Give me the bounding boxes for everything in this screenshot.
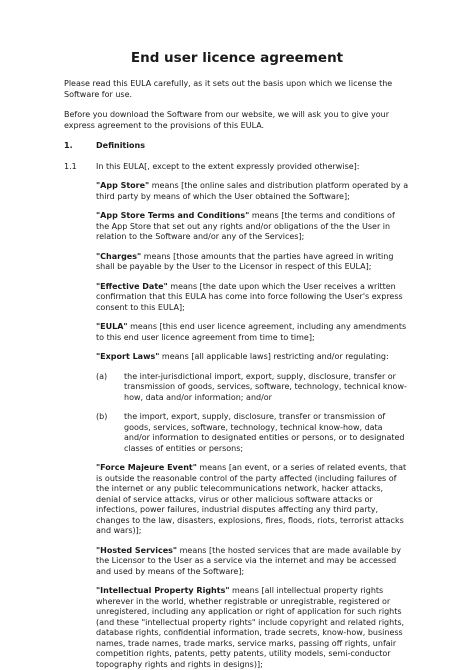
definition-text: means [the hosted services that are made available by the Licensor to the User as a service via the internet and may be accessed and used by means of the Software]; — [96, 545, 401, 576]
section-number: 1. — [64, 141, 73, 150]
definition-term: "App Store Terms and Conditions" — [96, 211, 250, 220]
subitem-text: the import, export, supply, disclosure, transfer or transmission of goods, services, software, technology, technical know-how, data and/or information to designated entities or persons, or to designated classes of entities or persons; — [124, 412, 405, 453]
definition-text: means [an event, or a series of related events, that is outside the reasonable control of the party affected (including failures of the internet or any public telecommunications network, hacker attacks, denial of service attacks, virus or other malicious software attacks or infections, power failures, industrial disputes affecting any third party, changes to the law, disasters, explosions, fires, floods, riots, terrorist attacks and wars)]; — [96, 463, 407, 535]
clause-text: In this EULA[, except to the extent expressly provided otherwise]: — [96, 161, 360, 171]
definition-text: means [the terms and conditions of the App Store that set out any rights and/or obligations of the the User in relation to the Software and/or any of the Services]; — [96, 211, 395, 241]
definition-term: "Effective Date" — [96, 281, 168, 291]
definition-term: "Charges" — [96, 251, 142, 261]
subitem-label: (a) — [96, 371, 108, 381]
definition-term: "Intellectual Property Rights" — [96, 586, 230, 595]
definition-term: "Force Majeure Event" — [96, 463, 197, 472]
subitem-label: (b) — [96, 412, 108, 421]
definition-term: "Hosted Services" — [96, 545, 178, 555]
subitem-b — [96, 412, 410, 454]
definition-ip-rights — [96, 586, 410, 670]
definition-export-laws — [96, 352, 410, 363]
definition-text: means [all intellectual property rights wherever in the world, whether registrable or unregistrable, registered or unregistered, including any application or right of application for such rights (and these "intellectual property rights" include copyright and related rights, database rights, confidential information, trade secrets, know-how, business names, trade names, trade marks, service marks, passing off rights, unfair competition rights, patents, petty patents, utility models, semi-conductor topography rights and rights in designs)]; — [96, 586, 405, 669]
subitem-text: the inter-jurisdictional import, export, supply, disclosure, transfer or transmission of goods, services, software, technology, technical know-how, data and/or information; and/or — [124, 371, 407, 402]
clause — [64, 162, 410, 173]
definition-text: means [those amounts that the parties have agreed in writing shall be payable by the User to the Licensor in respect of this EULA]; — [96, 251, 394, 271]
definition-text: means [all applicable laws] restricting and/or regulating: — [159, 352, 389, 361]
intro-paragraph-2: Before you download the Software from our website, we will ask you to give your express agreement to the provisions of this EULA. — [64, 110, 389, 130]
definition-text: means [this end user licence agreement, including any amendments to this end user licence agreement from time to time]; — [96, 322, 407, 342]
definition-eula — [96, 322, 410, 343]
section-title: Definitions — [96, 141, 145, 150]
definition-app-store — [96, 181, 410, 202]
definition-force-majeure — [96, 463, 410, 537]
definition-app-store-terms — [96, 211, 410, 243]
definition-effective-date — [96, 282, 410, 314]
definition-term: "EULA" — [96, 322, 128, 331]
definition-term: "App Store" — [96, 181, 150, 190]
document-title: End user licence agreement — [130, 50, 344, 66]
subitem-a — [96, 372, 410, 404]
clause-number: 1.1 — [64, 161, 77, 171]
definition-text: means [the online sales and distribution platform operated by a third party by means of which the User obtained the Software]; — [96, 181, 409, 201]
intro-paragraph-1: Please read this EULA carefully, as it sets out the basis upon which we license the Software for use. — [64, 79, 393, 99]
section-heading — [64, 141, 410, 152]
definition-hosted-services — [96, 546, 410, 578]
definition-charges — [96, 252, 410, 273]
definition-text: means [the date upon which the User receives a written confirmation that this EULA has come into force following the User's express consent to this EULA]; — [96, 281, 403, 312]
definition-term: "Export Laws" — [96, 352, 160, 361]
